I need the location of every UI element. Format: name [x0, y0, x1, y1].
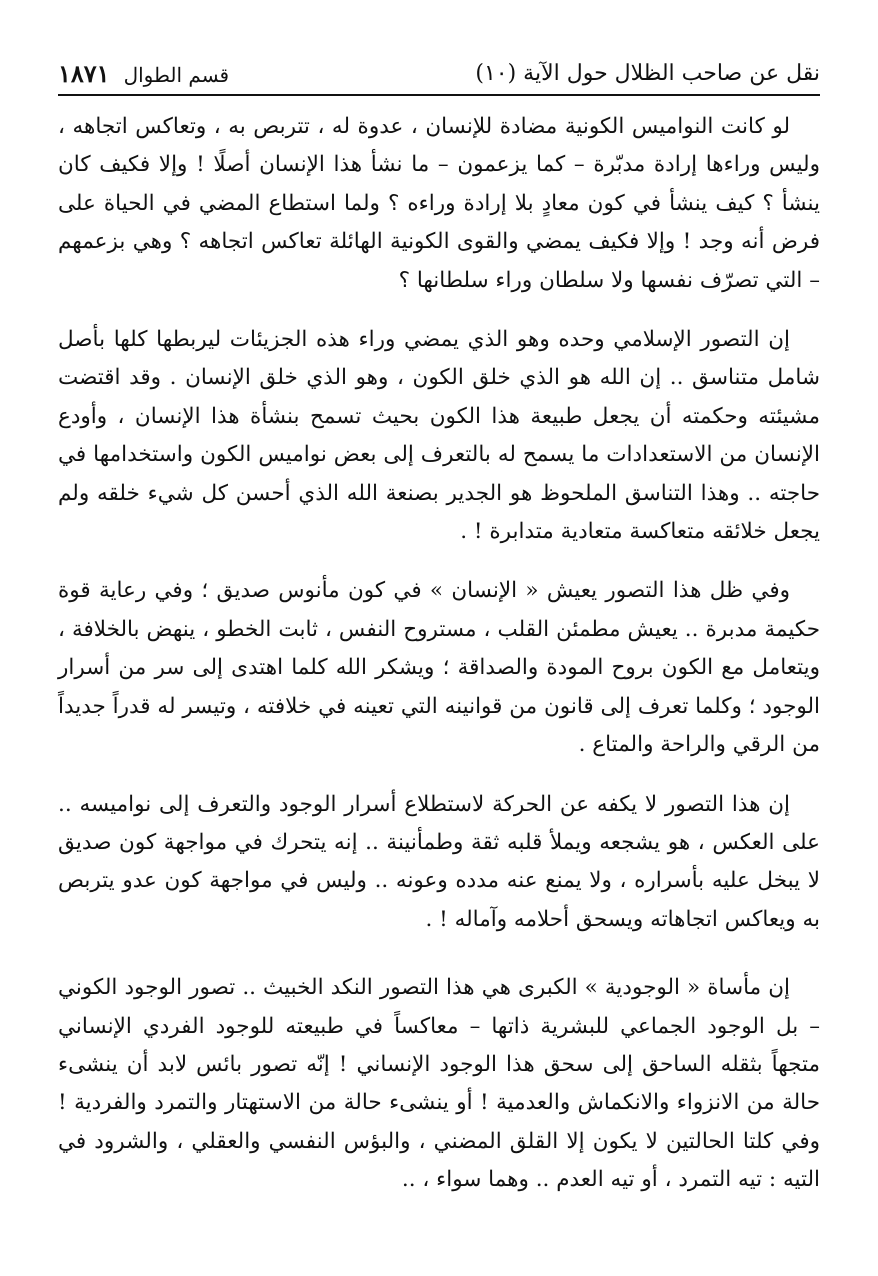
running-title: نقل عن صاحب الظلال حول الآية (١٠) [475, 60, 820, 86]
header-left-group [58, 59, 229, 88]
paragraph-3: وفي ظل هذا التصور يعيش « الإنسان » في كون مأنوس صديق ؛ وفي رعاية قوة حكيمة مدبرة .. يعيش مطمئن القلب ، مستروح النفس ، ثابت الخطو ، ينهض بالخلافة ، ويتعامل مع الكون بروح المودة والصداقة ؛ ويشكر الله كلما اهتدى إلى سر من أسرار الوجود ؛ وكلما تعرف إلى قانون من قوانينه التي تعينه في خلافته ، وتيسر له قدراً جديداً من الرقي والراحة والمتاع . [58, 578, 820, 758]
section-name: قسم الطوال [123, 62, 230, 87]
paragraph-2: إن التصور الإسلامي وحده وهو الذي يمضي وراء هذه الجزيئات ليربطها كلها بأصل شامل متناسق .. إن الله هو الذي خلق الكون ، وهو الذي خلق الإنسان . وقد اقتضت مشيئته وحكمته أن يجعل طبيعة هذا الكون بحيث تسمح بنشأة هذا الإنسان ، وأودع الإنسان من الاستعدادات ما يسمح له بالتعرف إلى بعض نواميس الكون واستخدامها في حاجته .. وهذا التناسق الملحوظ هو الجدير بصنعة الله الذي أحسن كل شيء خلقه ولم يجعل خلائقه متعاكسة متعادية متدابرة ! . [58, 327, 820, 545]
page-number: ١٨٧١ [58, 58, 110, 88]
paragraph-1: لو كانت النواميس الكونية مضادة للإنسان ، عدوة له ، تتربص به ، وتعاكس اتجاهه ، وليس وراءها إرادة مدبّرة – كما يزعمون – ما نشأ هذا الإنسان أصلًا ! وإلا فكيف كان ينشأ ؟ كيف ينشأ في كون معادٍ بلا إرادة وراءه ؟ ولما استطاع المضي في الحياة على فرض أنه وجد ! وإلا فكيف يمضي والقوى الكونية الهائلة تعاكس اتجاهه ؟ وهي بزعمهم – التي تصرّف نفسها ولا سلطان وراء سلطانها ؟ [58, 114, 820, 293]
paragraph-5: إن مأساة « الوجودية » الكبرى هي هذا التصور النكد الخبيث .. تصور الوجود الكوني – بل الوجود الجماعي للبشرية ذاتها – معاكساً في طبيعته للوجود الفردي الإنساني متجهاً بثقله الساحق إلى سحق هذا الوجود الإنساني ! إنّه تصور بائس لابد أن ينشىء حالة من الانزواء والانكماش والعدمية ! أو ينشىء حالة من الاستهتار والتمرد والفردية ! وفي كلتا الحالتين لا يكون إلا القلق المضني ، والبؤس النفسي والعقلي ، والشرود في التيه : تيه التمرد ، أو تيه العدم .. وهما سواء ، .. [58, 975, 820, 1193]
page-body [58, 108, 820, 1221]
paragraph-4: إن هذا التصور لا يكفه عن الحركة لاستطلاع أسرار الوجود والتعرف إلى نواميسه .. على العكس ، هو يشجعه ويملأ قلبه ثقة وطمأنينة .. إنه يتحرك في مواجهة كون صديق لا يبخل عليه بأسراره ، ولا يمنع عنه مدده وعونه .. وليس في مواجهة كون عدو يتربص به ويعاكس اتجاهاته ويسحق أحلامه وآماله ! . [58, 791, 820, 932]
page-header [58, 52, 820, 96]
